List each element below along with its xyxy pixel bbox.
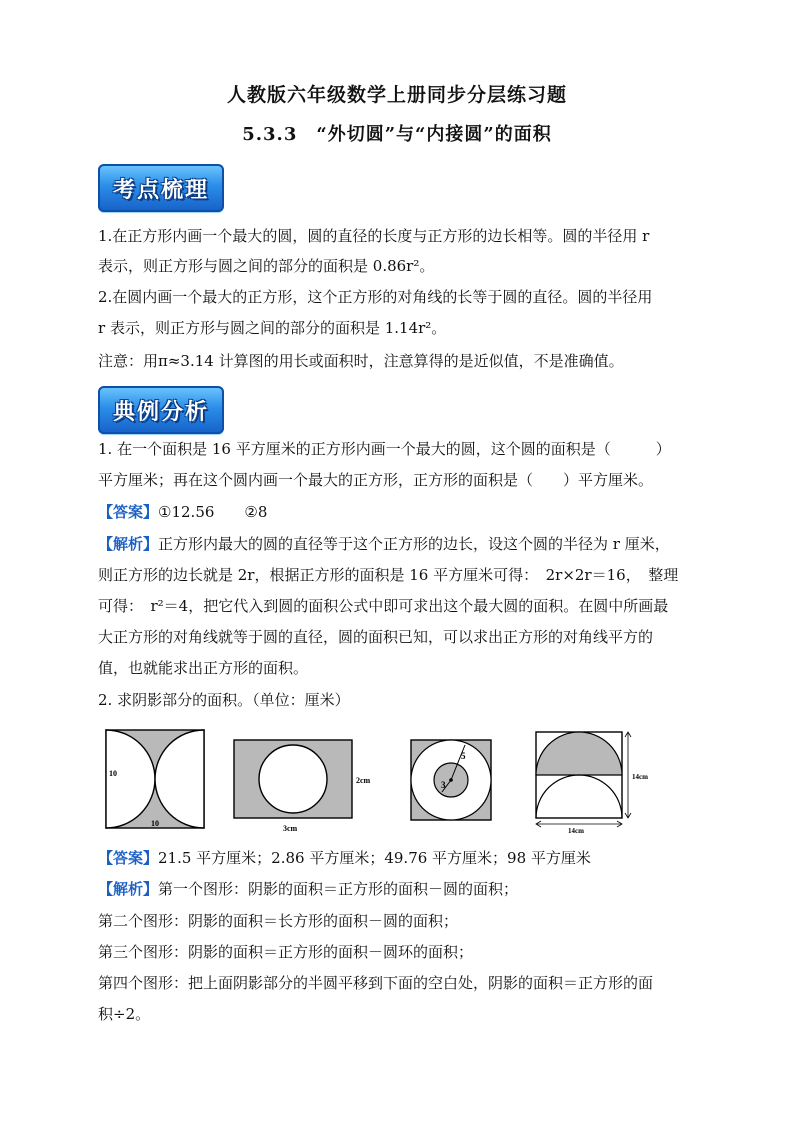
figure-4-right-label: 14cm	[632, 773, 648, 781]
q2-figures	[98, 720, 708, 838]
figure-3-center-dot	[449, 778, 453, 782]
section-badge-points-label: 考点梳理	[112, 177, 209, 203]
figure-2-circle	[259, 745, 327, 813]
q1-answer-text: ①12.56 ②8	[158, 503, 268, 521]
q1-line-b: 平方厘米；再在这个圆内画一个最大的正方形，正方形的面积是（ ）平方厘米。	[98, 471, 654, 489]
q2-analysis-2: 第二个图形：阴影的面积＝长方形的面积－圆的面积；	[98, 912, 459, 930]
section-badge-points	[98, 164, 224, 212]
point-2-line-a: 2.在圆内画一个最大的正方形，这个正方形的对角线的长等于圆的直径。圆的半径用	[98, 288, 653, 306]
q2-analysis-1	[98, 878, 708, 900]
q1-line-a: 1. 在一个面积是 16 平方厘米的正方形内画一个最大的圆，这个圆的面积是（ ）	[98, 440, 671, 458]
q1-analysis-2: 则正方形的边长就是 2r，根据正方形的面积是 16 平方厘米可得： 2r×2r＝16， 整理	[98, 566, 679, 584]
q2-analysis-5: 积÷2。	[98, 1005, 151, 1023]
figure-1-bottom-label: 10	[151, 819, 159, 828]
q2-analysis-tag: 【解析】	[98, 880, 159, 898]
q1-analysis-5: 值，也就能求出正方形的面积。	[98, 659, 309, 677]
figure-4	[536, 732, 648, 835]
figure-1	[106, 730, 204, 828]
q2-analysis-text-1: 第一个图形：阴影的面积＝正方形的面积－圆的面积；	[158, 880, 519, 898]
point-2-line-b: r 表示，则正方形与圆之间的部分的面积是 1.14r²。	[98, 319, 447, 337]
q1-analysis-1	[98, 533, 708, 555]
point-note: 注意：用π≈3.14 计算图的用长或面积时，注意算得的是近似值，不是准确值。	[98, 352, 624, 370]
point-1-line-a: 1.在正方形内画一个最大的圆，圆的直径的长度与正方形的边长相等。圆的半径用 r	[98, 227, 650, 245]
q2-title: 2. 求阴影部分的面积。（单位：厘米）	[98, 691, 350, 709]
section-badge-examples	[98, 386, 224, 434]
figure-2-right-label: 2cm	[356, 776, 371, 785]
figure-2	[234, 740, 371, 833]
figure-4-bottom-label: 14cm	[568, 827, 584, 835]
q1-analysis-text-1: 正方形内最大的圆的直径等于这个正方形的边长，设这个圆的半径为 r 厘米，	[158, 535, 670, 553]
q1-analysis-tag: 【解析】	[98, 535, 159, 553]
q2-answer-tag: 【答案】	[98, 849, 159, 867]
figure-1-left-label: 10	[109, 769, 117, 778]
q1-answer	[98, 501, 708, 523]
figure-3	[411, 740, 491, 820]
q1-analysis-3: 可得： r²＝4，把它代入到圆的面积公式中即可求出这个最大圆的面积。在圆中所画最	[98, 597, 669, 615]
q2-answer	[98, 847, 708, 869]
figure-2-bottom-label: 3cm	[283, 824, 298, 833]
figure-4-bottom-semicircle	[536, 775, 622, 818]
q1-answer-tag: 【答案】	[98, 503, 159, 521]
q2-analysis-4: 第四个图形：把上面阴影部分的半圆平移到下面的空白处，阴影的面积＝正方形的面	[98, 974, 654, 992]
figure-4-top-semicircle	[536, 732, 622, 775]
point-1-line-b: 表示，则正方形与圆之间的部分的面积是 0.86r²。	[98, 257, 435, 275]
document-subtitle: 5.3.3 “外切圆”与“内接圆”的面积	[242, 124, 552, 145]
q2-answer-text: 21.5 平方厘米；2.86 平方厘米；49.76 平方厘米；98 平方厘米	[158, 849, 591, 867]
document-title: 人教版六年级数学上册同步分层练习题	[226, 84, 567, 106]
figure-3-outer-label: 5	[461, 751, 466, 761]
section-badge-examples-label: 典例分析	[112, 399, 209, 425]
q1-analysis-4: 大正方形的对角线就等于圆的直径，圆的面积已知，可以求出正方形的对角线平方的	[98, 628, 654, 646]
q2-analysis-3: 第三个图形：阴影的面积＝正方形的面积－圆环的面积；	[98, 943, 474, 961]
figure-3-inner-label: 3	[441, 780, 446, 790]
